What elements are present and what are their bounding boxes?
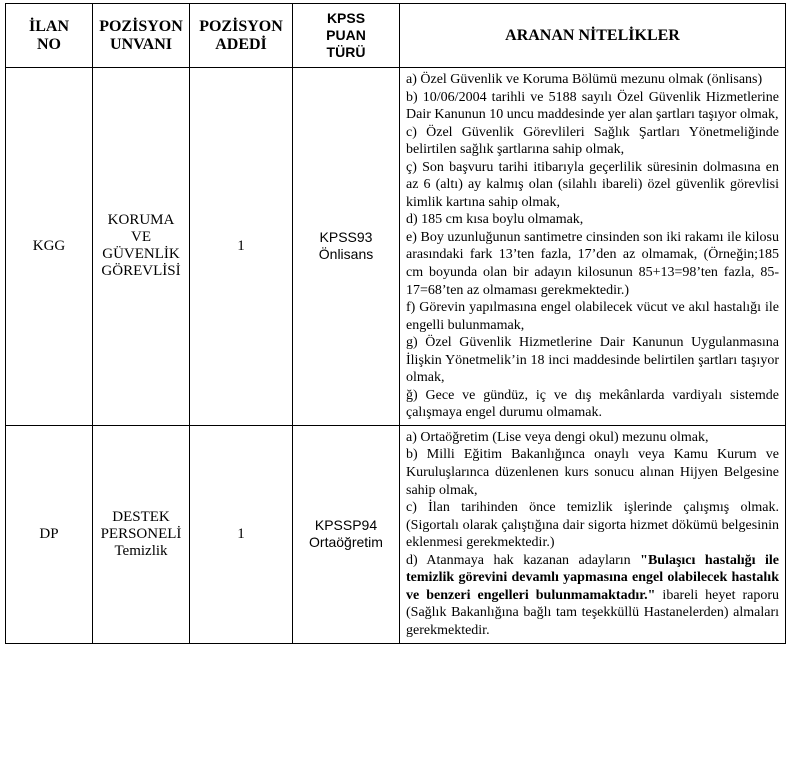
header-ilan-no: İLAN NO bbox=[6, 4, 93, 68]
requirement-item: a) Ortaöğretim (Lise veya dengi okul) mezunu olmak, bbox=[406, 429, 709, 445]
header-pozisyon-unvani: POZİSYON UNVANI bbox=[93, 4, 190, 68]
pozisyon-adedi-cell: 1 bbox=[190, 425, 293, 643]
header-pozisyon-adedi: POZİSYON ADEDİ bbox=[190, 4, 293, 68]
pozisyon-unvani-cell: KORUMA VE GÜVENLİK GÖREVLİSİ bbox=[93, 68, 190, 426]
table-row bbox=[6, 425, 786, 643]
requirement-item: c) İlan tarihinden önce temizlik işlerinde çalışmış olmak. (Sigortalı olarak çalıştığına dair sigorta hizmet dökümü belgesinin eklenmesi gerekmektedir.) bbox=[406, 500, 779, 551]
bold-requirement-text: "Bulaşıcı hastalığı ile temizlik görevini devamlı yapmasına engel olabilecek hastalık ve benzeri engelleri bulunmamaktadır." bbox=[406, 552, 779, 603]
requirement-item: e) Boy uzunluğunun santimetre cinsinden son iki rakamı ile kilosu arasındaki fark 13’ten fazla, 17’den az olmamak, (Örneğin;185 cm boyunda olan bir adayın kilosunun 85+13=98’ten fazla, 85-17=68’ten az olmaması gerekmektedir.) bbox=[406, 229, 779, 298]
requirement-item: b) Milli Eğitim Bakanlığınca onaylı veya Kamu Kurum ve Kuruluşlarınca düzenlenen kurs sonucu alınan Hijyen Belgesine sahip olmak, bbox=[406, 447, 779, 498]
requirement-item: d) Atanmaya hak kazanan adayların "Bulaşıcı hastalığı ile temizlik görevini devamlı yapmasına engel olabilecek hastalık ve benzeri engelleri bulunmamaktadır." ibareli heyet raporu (Sağlık Bakanlığına bağlı tam teşekküllü Hastanelerden) almaları gerekmektedir. bbox=[406, 552, 779, 638]
aranan-nitelikler-cell bbox=[400, 68, 786, 426]
table-row bbox=[6, 68, 786, 426]
ilan-no-cell: DP bbox=[6, 425, 93, 643]
pozisyon-adedi-cell: 1 bbox=[190, 68, 293, 426]
kpss-puan-turu-cell: KPSSP94 Ortaöğretim bbox=[293, 425, 400, 643]
aranan-nitelikler-cell bbox=[400, 425, 786, 643]
requirement-item: g) Özel Güvenlik Hizmetlerine Dair Kanunun Uygulanmasına İlişkin Yönetmelik’in 18 inci maddesinde belirtilen şartları taşıyor olmak, bbox=[406, 335, 779, 386]
ilan-no-cell: KGG bbox=[6, 68, 93, 426]
header-aranan-nitelikler: ARANAN NİTELİKLER bbox=[400, 4, 786, 68]
header-row bbox=[6, 4, 786, 68]
requirement-item: d) 185 cm kısa boylu olmamak, bbox=[406, 212, 584, 228]
requirement-item: f) Görevin yapılmasına engel olabilecek vücut ve akıl hastalığı ile engelli bulunmamak, bbox=[406, 300, 779, 333]
requirement-item: ç) Son başvuru tarihi itibarıyla geçerlilik süresinin dolmasına en az 6 (altı) ay kalmış olan (silahlı ibareli) özel güvenlik görevlisi kimlik kartına sahip olmak, bbox=[406, 159, 779, 210]
pozisyon-unvani-cell: DESTEK PERSONELİ Temizlik bbox=[93, 425, 190, 643]
requirement-item: ğ) Gece ve gündüz, iç ve dış mekânlarda vardiyalı sistemde çalışmaya engel durumu olmamak. bbox=[406, 387, 779, 421]
requirement-item: b) 10/06/2004 tarihli ve 5188 sayılı Özel Güvenlik Hizmetlerine Dair Kanunun 10 uncu maddesinde yer alan şartları taşıyor olmak, bbox=[406, 89, 779, 123]
requirement-item: c) Özel Güvenlik Görevlileri Sağlık Şartları Yönetmeliğinde belirtilen sağlık şartlarına sahip olmak, bbox=[406, 124, 779, 158]
requirement-item: a) Özel Güvenlik ve Koruma Bölümü mezunu olmak (önlisans) bbox=[406, 72, 763, 87]
header-kpss-puan-turu: KPSS PUAN TÜRÜ bbox=[293, 4, 400, 68]
requirements-table bbox=[5, 3, 786, 644]
kpss-puan-turu-cell: KPSS93 Önlisans bbox=[293, 68, 400, 426]
